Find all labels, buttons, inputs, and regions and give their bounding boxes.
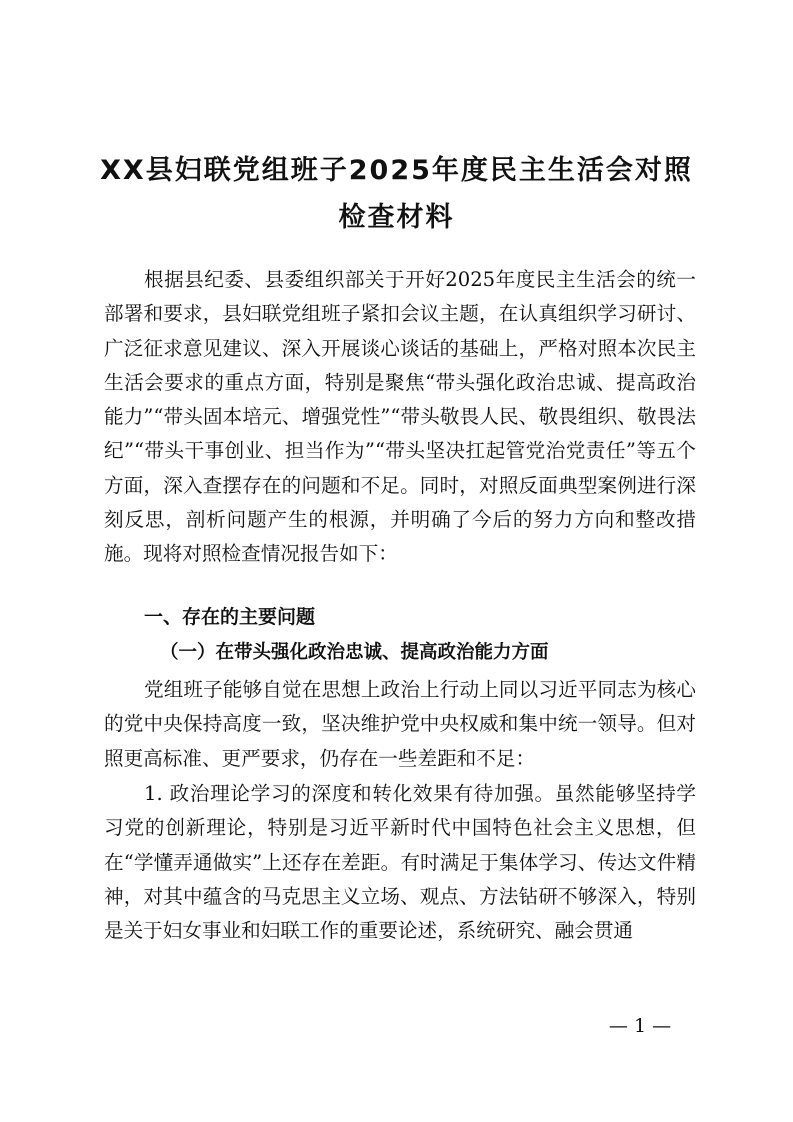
- subsection-heading-political-loyalty: （一）在带头强化政治忠诚、提高政治能力方面: [160, 642, 549, 663]
- intro-paragraph: 根据县纪委、县委组织部关于开好2025年度民主生活会的统一部署和要求，县妇联党组班子紧扣会议主题，在认真组织学习研讨、广泛征求意见建议、深入开展谈心谈话的基础上，严格对照本次民主生活会要求的重点方面，特别是聚焦“带头强化政治忠诚、提高政治能力”“带头固本培元、增强党性”“带头敬畏人民、敬畏组织、敬畏法纪”“带头干事创业、担当作为”“带头坚决扛起管党治党责任”等五个方面，深入查摆存在的问题和不足。同时，对照反面典型案例进行深刻反思，剖析问题产生的根源，并明确了今后的努力方向和整改措施。现将对照检查情况报告如下：: [104, 268, 696, 566]
- paragraph-party-group-loyalty: 党组班子能够自觉在思想上政治上行动上同以习近平同志为核心的党中央保持高度一致，坚决维护党中央权威和集中统一领导。但对照更高标准、更严要求，仍存在一些差距和不足：: [104, 678, 696, 770]
- page-number: — 1 —: [608, 1015, 672, 1037]
- paragraph-item-1-theory-study: 1. 政治理论学习的深度和转化效果有待加强。虽然能够坚持学习党的创新理论，特别是习近平新时代中国特色社会主义思想，但在“学懂弄通做实”上还存在差距。有时满足于集体学习、传达文件精神，对其中蕴含的马克思主义立场、观点、方法钻研不够深入，特别是关于妇女事业和妇联工作的重要论述，系统研究、融会贯通: [104, 782, 696, 943]
- document-title-line-1: XX县妇联党组班子2025年度民主生活会对照: [100, 155, 693, 186]
- section-heading-main-problems: 一、存在的主要问题: [144, 606, 316, 628]
- document-title-line-2: 检查材料: [338, 202, 455, 233]
